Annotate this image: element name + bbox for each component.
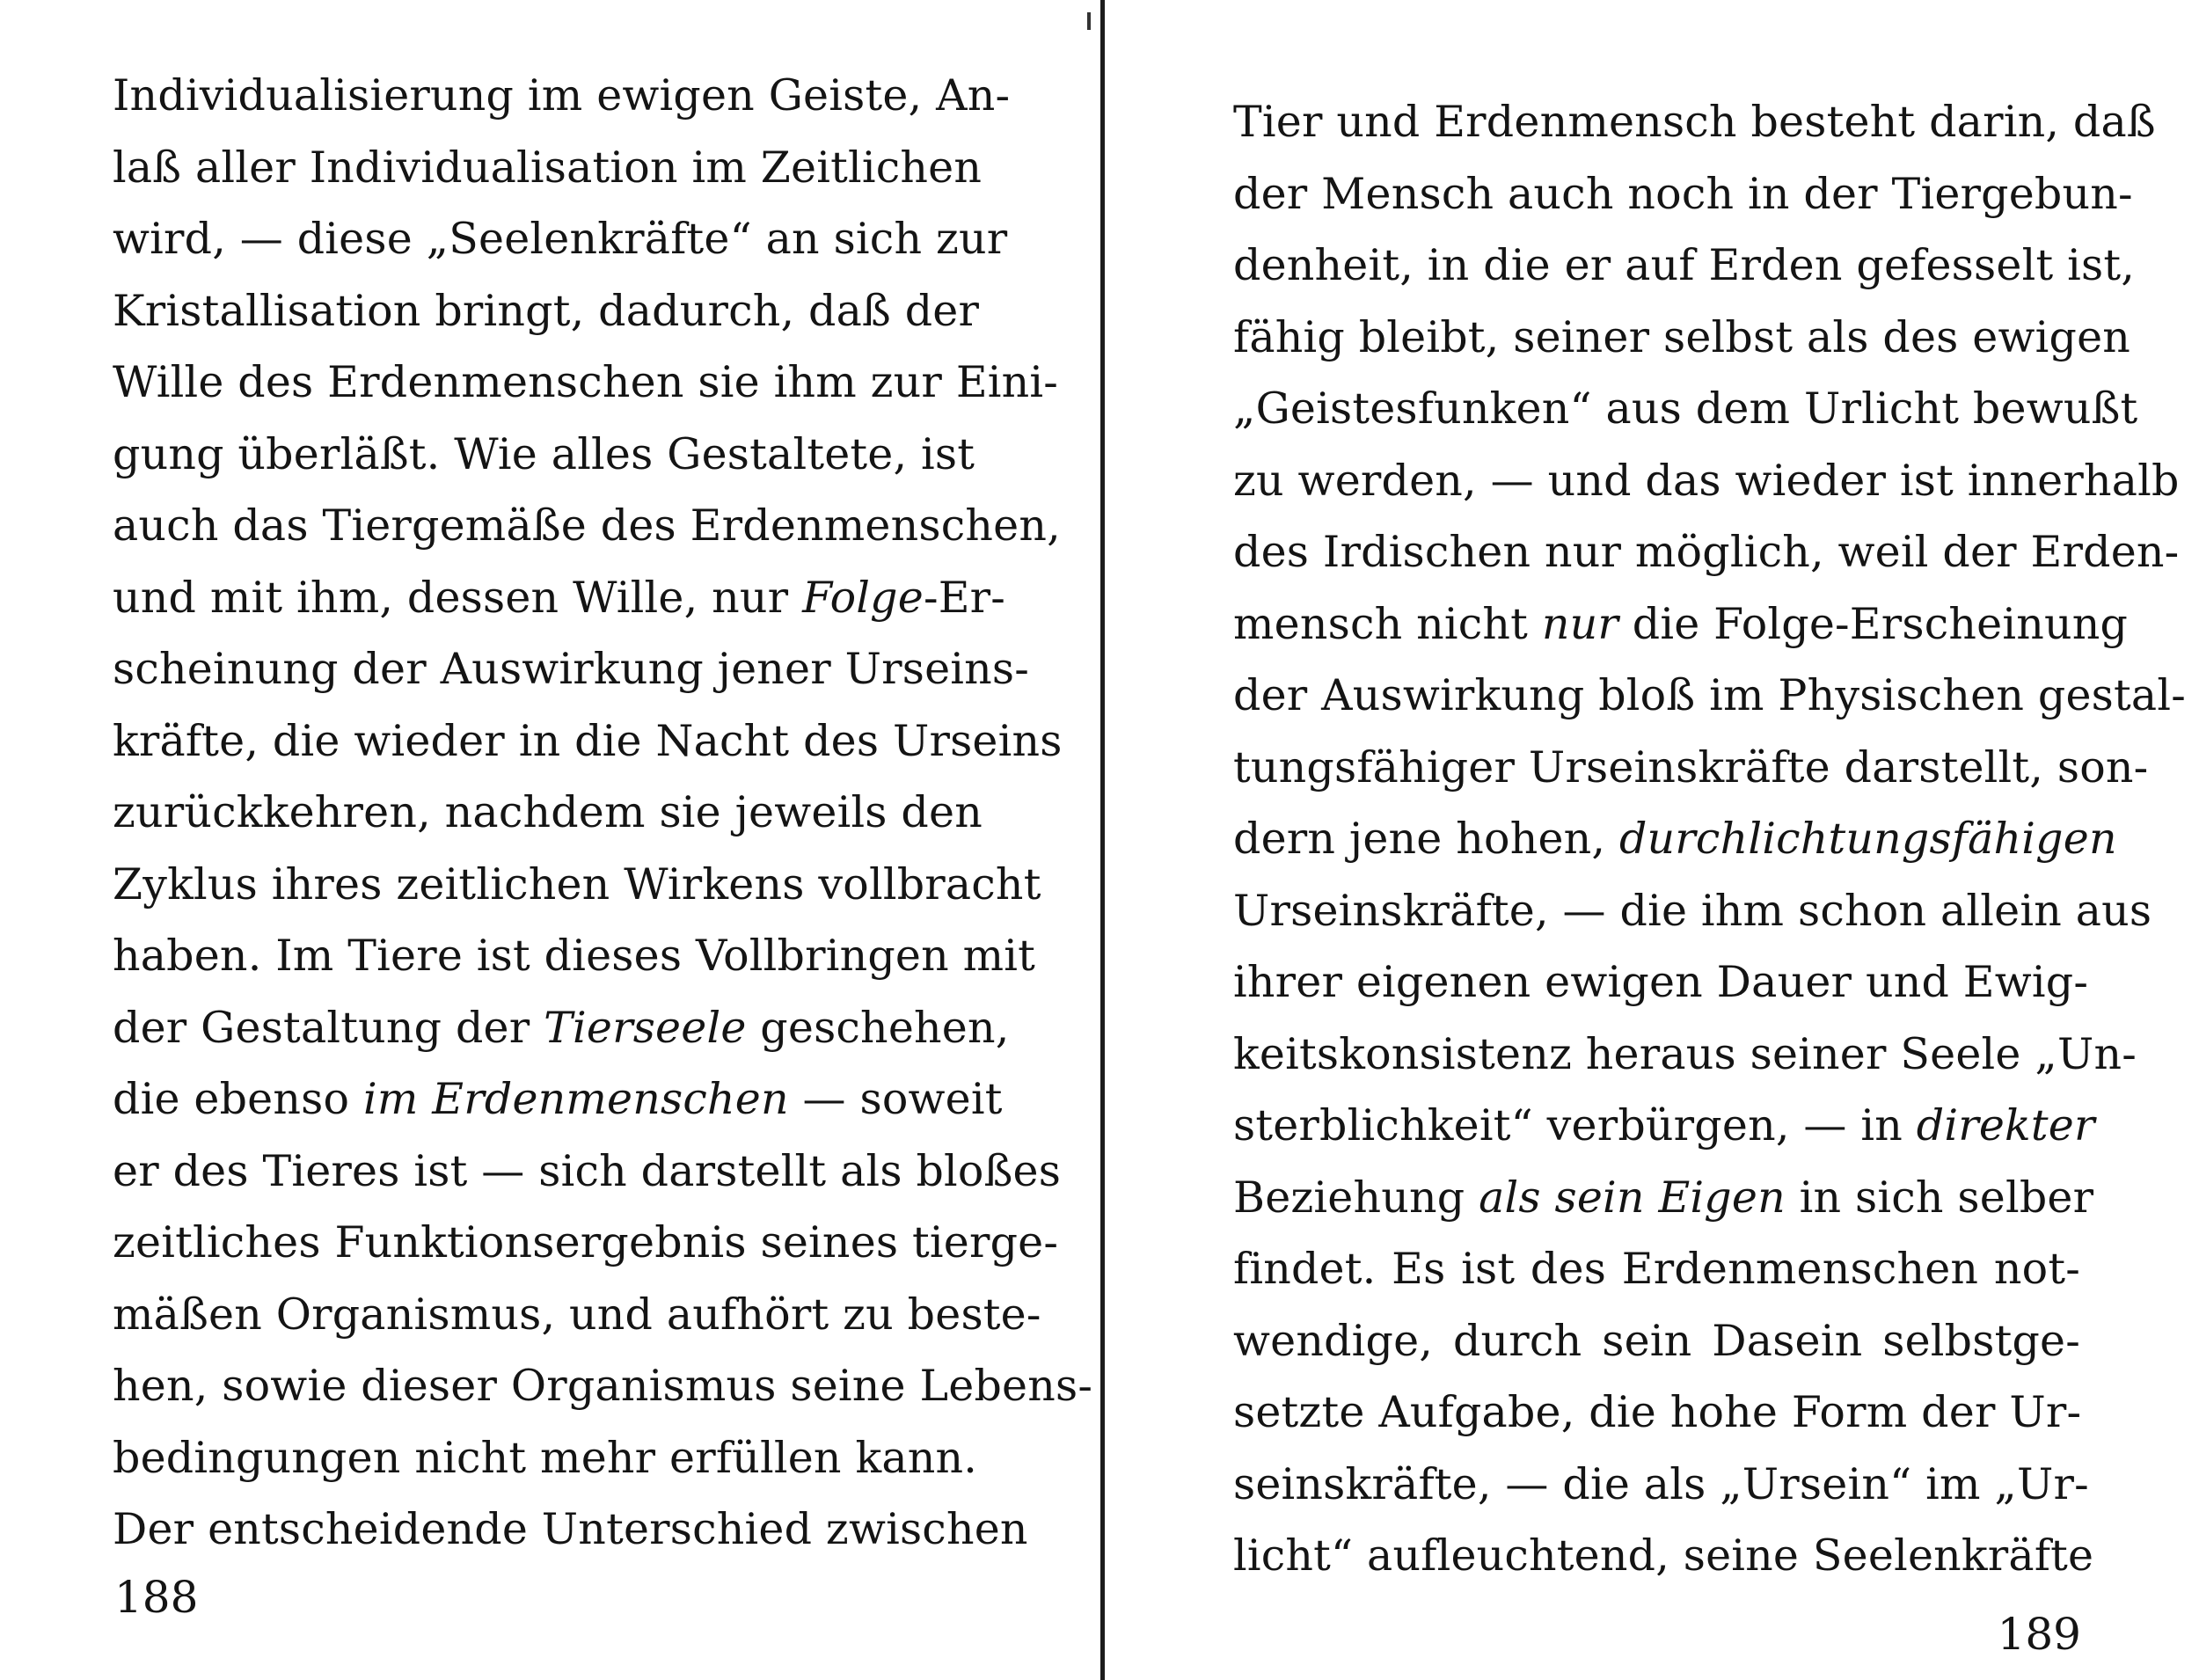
text-line	[1233, 1019, 2137, 1091]
text-run: findet. Es ist des Erdenmenschen not-	[1233, 1244, 2080, 1294]
text-run: denheit, in die er auf Erden gefesselt ist,	[1233, 240, 2135, 290]
text-run: Zyklus ihres zeitlichen Wirkens vollbracht	[113, 858, 1041, 909]
text-line	[113, 1494, 1028, 1566]
left-page-number: 188	[114, 1572, 199, 1623]
text-run: kräfte, die wieder in die Nacht des Urseins	[113, 715, 1063, 766]
text-line	[1233, 302, 2131, 374]
text-line	[113, 849, 1041, 921]
text-line	[1233, 230, 2135, 302]
text-line	[113, 920, 1036, 992]
text-line	[1233, 1090, 2095, 1162]
text-run: hen, sowie dieser Organismus seine Lebens-	[113, 1361, 1093, 1411]
text-run: Tier und Erdenmensch besteht darin, daß	[1233, 97, 2156, 147]
text-run: fähig bleibt, seiner selbst als des ewigen	[1233, 311, 2131, 362]
text-line	[1233, 1449, 2089, 1521]
text-line	[113, 1207, 1059, 1279]
text-line	[113, 633, 1030, 705]
text-run: wird, — diese „Seelenkräfte“ an sich zur	[113, 214, 1008, 264]
text-run: keitskonsistenz heraus seiner Seele „Un-	[1233, 1028, 2137, 1079]
text-line	[1233, 1377, 2080, 1449]
text-line	[1233, 373, 2138, 445]
text-line	[113, 490, 1061, 562]
text-line	[113, 1422, 978, 1494]
text-line	[1233, 732, 2149, 804]
text-line	[113, 203, 1008, 275]
italic-text-run: als sein Eigen	[1479, 1172, 1786, 1223]
text-run: Urseinskräfte, — die ihm schon allein aus	[1233, 885, 2152, 936]
text-line	[1233, 588, 2129, 661]
left-page	[0, 0, 1091, 1680]
text-run: in sich selber	[1785, 1172, 2094, 1223]
text-run: zu werden, — und das wieder ist innerhalb	[1233, 455, 2180, 506]
text-line	[1233, 1520, 2094, 1592]
text-run: der Auswirkung bloß im Physischen gestal-	[1233, 670, 2186, 720]
text-run: der Mensch auch noch in der Tiergebun-	[1233, 168, 2133, 219]
text-run: Kristallisation bringt, dadurch, daß der	[113, 285, 980, 336]
text-line	[113, 419, 975, 491]
text-line	[1233, 516, 2180, 588]
text-run: scheinung der Auswirkung jener Urseins-	[113, 644, 1030, 694]
italic-text-run: im Erdenmenschen	[362, 1074, 789, 1124]
right-page-text	[1233, 86, 2186, 1592]
text-line	[113, 777, 983, 849]
italic-text-run: nur	[1541, 598, 1618, 649]
text-run: ihrer eigenen ewigen Dauer und Ewig-	[1233, 957, 2089, 1007]
text-line	[1233, 1305, 2080, 1377]
text-run: Individualisierung im ewigen Geiste, An-	[113, 70, 1011, 121]
text-run: dern jene hohen,	[1233, 814, 1619, 864]
italic-text-run: durchlichtungsfähigen	[1618, 814, 2117, 864]
text-run: zurückkehren, nachdem sie jeweils den	[113, 787, 983, 837]
text-run: -Er-	[923, 572, 1006, 623]
italic-text-run: direkter	[1916, 1100, 2095, 1150]
text-run: gung überläßt. Wie alles Gestaltete, ist	[113, 428, 975, 479]
text-line	[1233, 946, 2089, 1019]
text-run: mäßen Organismus, und aufhört zu beste-	[113, 1289, 1041, 1340]
text-run: tungsfähiger Urseinskräfte darstellt, son-	[1233, 741, 2149, 793]
text-line	[113, 1063, 1003, 1136]
text-run: zeitliches Funktionsergebnis seines tierge-	[113, 1217, 1059, 1267]
text-line	[113, 132, 983, 204]
text-line	[113, 1136, 1062, 1208]
text-line	[1233, 875, 2152, 947]
text-line	[1233, 86, 2156, 158]
text-run: haben. Im Tiere ist dieses Vollbringen mit	[113, 931, 1036, 981]
text-line	[113, 1350, 1093, 1422]
text-run: wendige, durch sein Dasein selbstge-	[1233, 1315, 2080, 1366]
text-run: seinskräfte, — die als „Ursein“ im „Ur-	[1233, 1458, 2089, 1509]
text-run: die ebenso	[113, 1074, 363, 1124]
right-page-number: 189	[1997, 1609, 2081, 1660]
right-page	[1100, 0, 2199, 1680]
text-line	[113, 992, 1010, 1064]
text-run: auch das Tiergemäße des Erdenmenschen,	[113, 500, 1061, 551]
gutter-mark	[1087, 12, 1091, 30]
text-run: die Folge-Erscheinung	[1618, 598, 2129, 649]
text-line	[113, 347, 1059, 419]
text-line	[113, 60, 1011, 132]
text-run: und mit ihm, dessen Wille, nur	[113, 572, 803, 623]
text-line	[1233, 803, 2117, 875]
text-line	[1233, 158, 2133, 230]
text-line	[113, 562, 1006, 634]
text-line	[1233, 660, 2186, 732]
italic-text-run: Tierseele	[544, 1002, 747, 1053]
text-line	[1233, 1233, 2080, 1305]
text-run: sterblichkeit“ verbürgen, — in	[1233, 1100, 1917, 1150]
text-line	[113, 705, 1063, 778]
text-line	[1233, 445, 2180, 517]
text-run: Wille des Erdenmenschen sie ihm zur Eini-	[113, 357, 1059, 407]
text-run: mensch nicht	[1233, 598, 1542, 649]
text-run: „Geistesfunken“ aus dem Urlicht bewußt	[1233, 383, 2138, 434]
left-page-text	[113, 60, 1093, 1566]
text-line	[113, 275, 980, 347]
text-run: Der entscheidende Unterschied zwischen	[113, 1504, 1028, 1554]
italic-text-run: Folge	[802, 572, 924, 623]
text-run: geschehen,	[746, 1002, 1010, 1053]
text-run: Beziehung	[1233, 1172, 1479, 1223]
text-run: der Gestaltung der	[113, 1002, 544, 1053]
text-run: er des Tieres ist — sich darstellt als bloßes	[113, 1145, 1062, 1196]
text-run: laß aller Individualisation im Zeitlichen	[113, 142, 983, 193]
text-run: bedingungen nicht mehr erfüllen kann.	[113, 1432, 978, 1483]
text-line	[113, 1279, 1041, 1351]
text-line	[1233, 1162, 2094, 1234]
text-run: setzte Aufgabe, die hohe Form der Ur-	[1233, 1387, 2082, 1437]
text-run: — soweit	[788, 1074, 1003, 1124]
text-run: licht“ aufleuchtend, seine Seelenkräfte	[1233, 1530, 2094, 1581]
text-run: des Irdischen nur möglich, weil der Erden-	[1233, 527, 2180, 577]
